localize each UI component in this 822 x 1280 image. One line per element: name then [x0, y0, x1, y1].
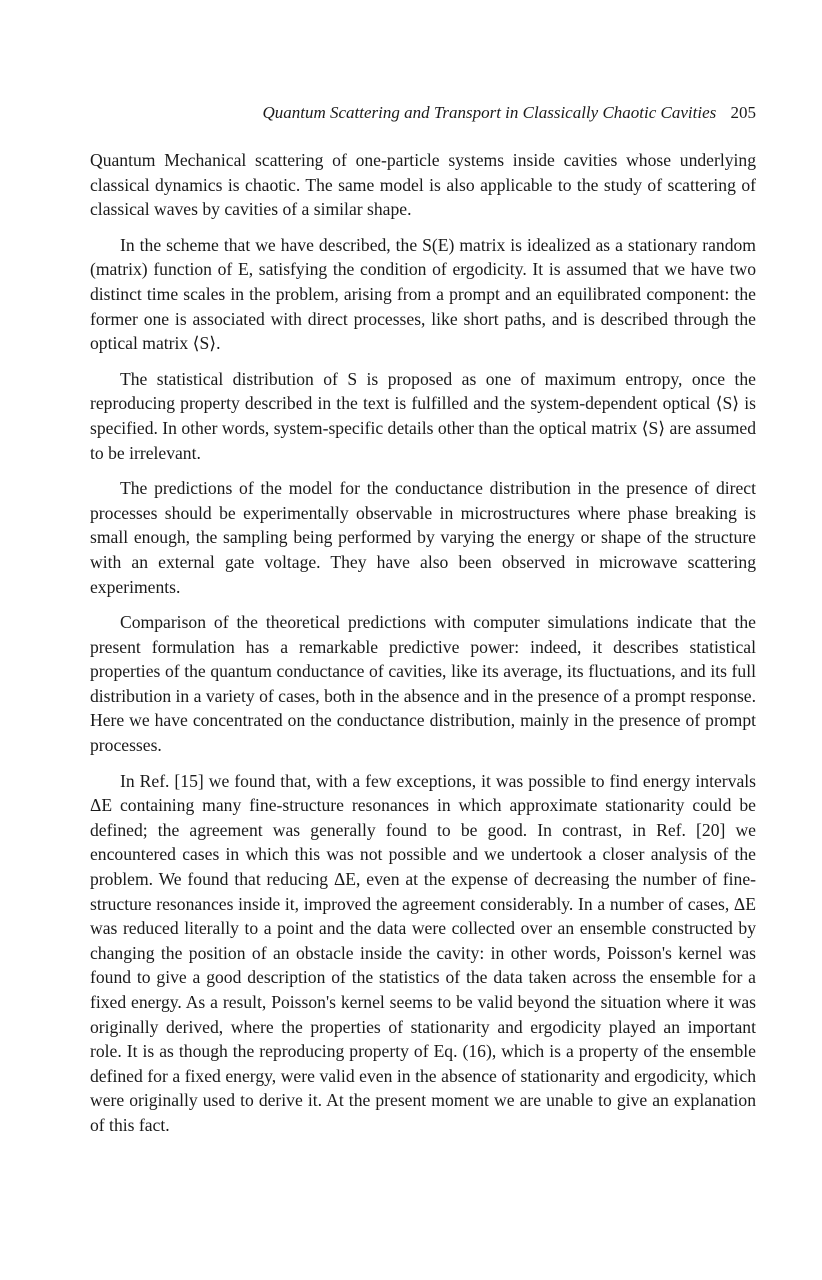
- paragraph-s-matrix-scheme: In the scheme that we have described, the S(E) matrix is idealized as a stationary random (matrix) function of E, satisfying the condition of ergodicity. It is assumed that we have two distinct time scales in the problem, arising from a prompt and an equilibrated component: the former one is associated with direct processes, like short paths, and is described through the optical matrix ⟨S⟩.: [90, 234, 756, 354]
- body-text: [90, 148, 756, 1149]
- paragraph-predictions: The predictions of the model for the conductance distribution in the presence of direct processes should be experimentally observable in microstructures where phase breaking is small enough, the sampling being performed by varying the energy or shape of the structure with an external gate voltage. They have also been observed in microwave scattering experiments.: [90, 478, 756, 597]
- paragraph-references: In Ref. [15] we found that, with a few exceptions, it was possible to find energy intervals ΔE containing many fine-structure resonances in which approximate stationarity could be defined; the agreement was generally found to be good. In contrast, in Ref. [20] we encountered cases in which this was not possible and we undertook a closer analysis of the problem. We found that reducing ΔE, even at the expense of decreasing the number of fine-structure resonances inside it, improved the agreement considerably. In a number of cases, ΔE was reduced literally to a point and the data were collected over an ensemble constructed by changing the position of an obstacle inside the cavity: in other words, Poisson's kernel was found to give a good description of the statistics of the data taken across the ensemble for a fixed energy. As a result, Poisson's kernel seems to be valid beyond the situation where it was originally derived, where the properties of stationarity and ergodicity played an important role. It is as though the reproducing property of Eq. (16), which is a property of the ensemble defined for a fixed energy, were valid even in the absence of stationarity and ergodicity, which were originally used to derive it. At the present moment we are unable to give an explanation of this fact.: [90, 770, 756, 1135]
- paragraph-maximum-entropy: The statistical distribution of S is proposed as one of maximum entropy, once the reproducing property described in the text is fulfilled and the system-dependent optical ⟨S⟩ is specified. In other words, system-specific details other than the optical matrix ⟨S⟩ are assumed to be irrelevant.: [90, 368, 756, 463]
- paragraph-continuation: Quantum Mechanical scattering of one-particle systems inside cavities whose underlying classical dynamics is chaotic. The same model is also applicable to the study of scattering of classical waves by cavities of a similar shape.: [90, 150, 756, 220]
- page-number: 205: [730, 103, 756, 122]
- running-title: Quantum Scattering and Transport in Classically Chaotic Cavities: [262, 103, 717, 122]
- paragraph-comparison: Comparison of the theoretical predictions with computer simulations indicate that the present formulation has a remarkable predictive power: indeed, it describes statistical properties of the quantum conductance of cavities, like its average, its fluctuations, and its full distribution in a variety of cases, both in the absence and in the presence of a prompt response. Here we have concentrated on the conductance distribution, mainly in the presence of prompt processes.: [90, 612, 756, 756]
- running-header: [90, 102, 756, 124]
